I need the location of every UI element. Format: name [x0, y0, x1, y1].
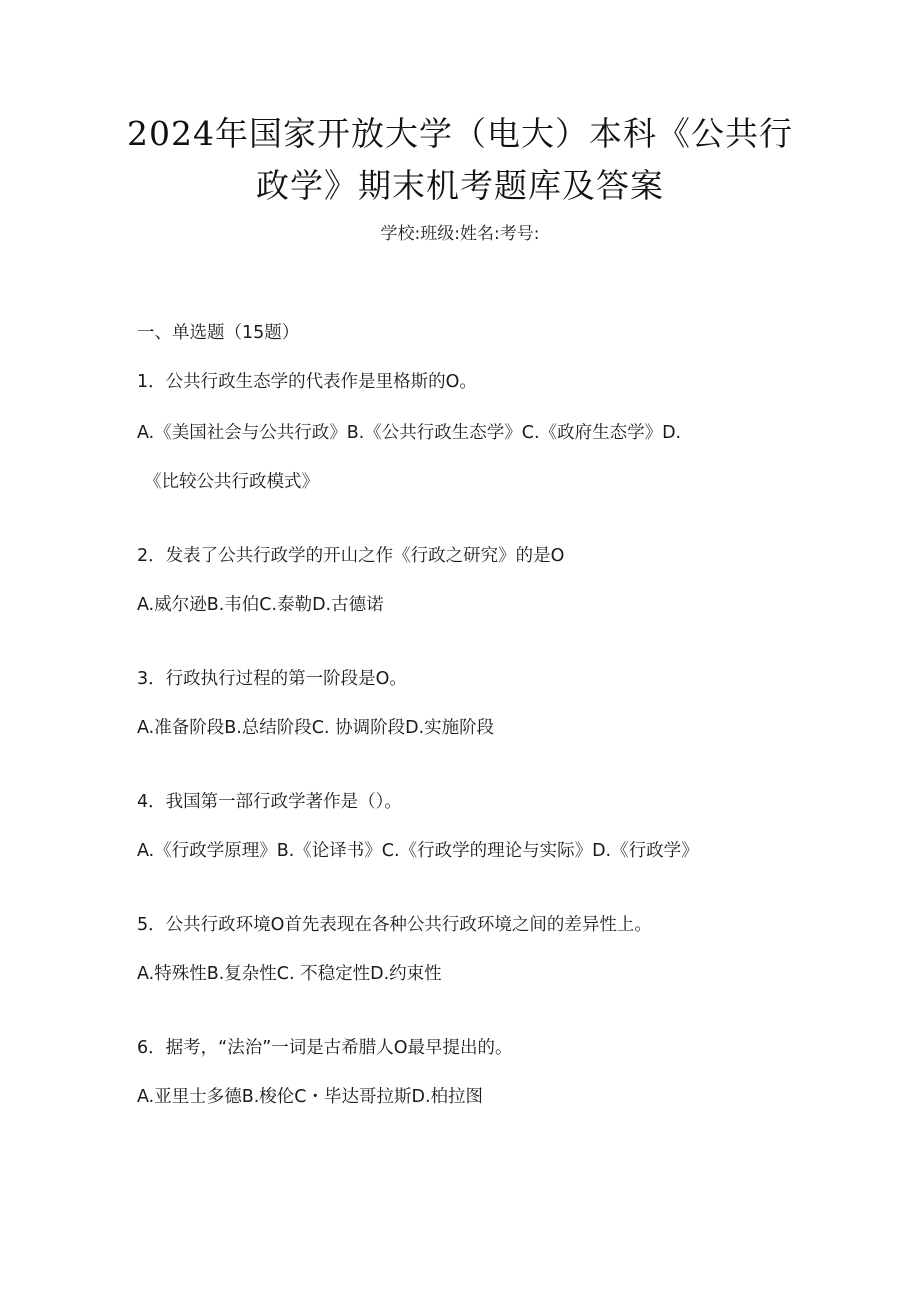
- question-3-stem: 3．行政执行过程的第一阶段是O。: [137, 669, 407, 689]
- question-1-options-continued: 《比较公共行政模式》: [144, 472, 319, 492]
- question-2-stem: 2．发表了公共行政学的开山之作《行政之研究》的是O: [137, 546, 565, 566]
- question-6-options: A.亚里士多德B.梭伦C・毕达哥拉斯D.柏拉图: [137, 1087, 484, 1107]
- question-3-options: A.准备阶段B.总结阶段C. 协调阶段D.实施阶段: [137, 718, 495, 738]
- question-4-options: A.《行政学原理》B.《论译书》C.《行政学的理论与实际》D.《行政学》: [137, 841, 699, 861]
- question-1-stem: 1．公共行政生态学的代表作是里格斯的O。: [137, 372, 477, 392]
- question-1-options: A.《美国社会与公共行政》B.《公共行政生态学》C.《政府生态学》D.: [137, 423, 682, 443]
- section-heading: 一、单选题（15题）: [137, 323, 300, 343]
- question-5-stem: 5．公共行政环境O首先表现在各种公共行政环境之间的差异性上。: [137, 915, 652, 935]
- question-5-options: A.特殊性B.复杂性C. 不稳定性D.约束性: [137, 964, 442, 984]
- document-title-line1: 2024年国家开放大学（电大）本科《公共行: [127, 114, 793, 153]
- question-4-stem: 4．我国第一部行政学著作是（）。: [137, 792, 402, 812]
- question-6-stem: 6．据考，“法治”一词是古希腊人O最早提出的。: [137, 1038, 513, 1058]
- document-subtitle: 学校:班级:姓名:考号:: [380, 224, 540, 244]
- question-2-options: A.威尔逊B.韦伯C.泰勒D.古德诺: [137, 595, 384, 615]
- document-title-line2: 政学》期末机考题库及答案: [256, 166, 664, 205]
